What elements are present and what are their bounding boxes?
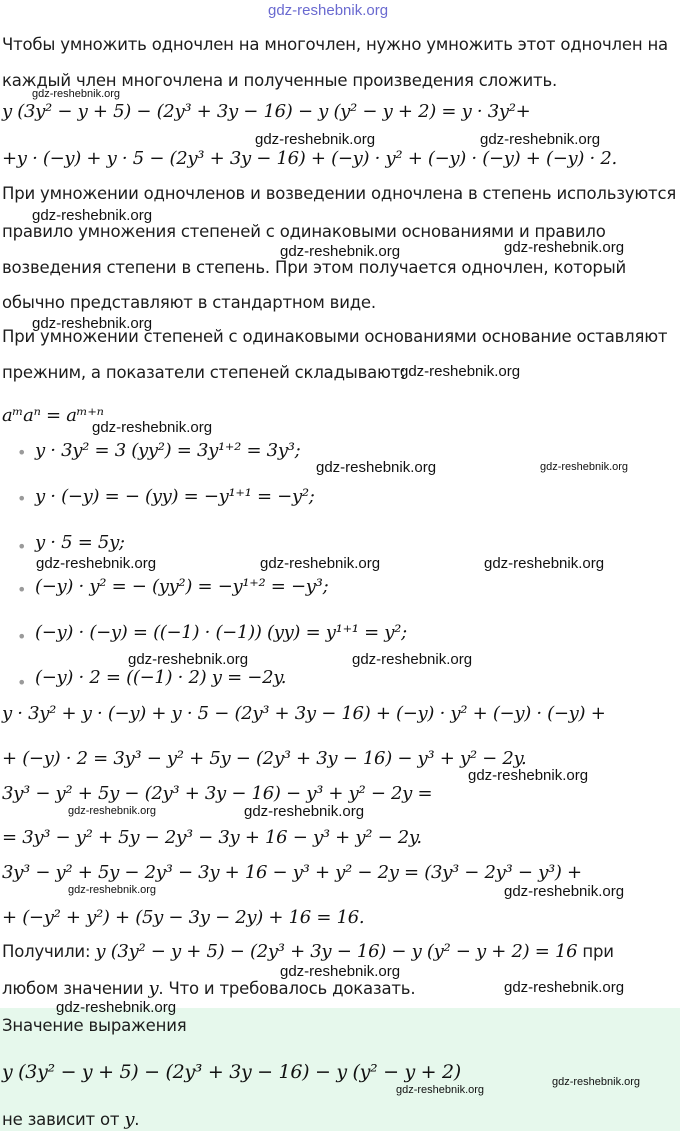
answer-tail-var: y <box>124 1109 135 1130</box>
watermark: gdz-reshebnik.org <box>316 459 437 476</box>
bullet-icon: • <box>17 673 27 692</box>
watermark: gdz-reshebnik.org <box>484 555 605 572</box>
conclusion-text-b: . Что и требовалось доказать. <box>158 979 416 998</box>
watermark: gdz-reshebnik.org <box>255 131 376 148</box>
sum-line-2: + (−y) · 2 = 3y³ − y² + 5y − (2y³ + 3y − 16) − y³ + y² − 2y. <box>2 748 527 769</box>
watermark: gdz-reshebnik.org <box>480 131 601 148</box>
watermark: gdz-reshebnik.org <box>540 461 629 473</box>
step-item: y · 5 = 5y; <box>35 532 125 553</box>
conclusion-var: y <box>148 978 159 999</box>
step-item: (−y) · (−y) = ((−1) · (−1)) (yy) = y¹⁺¹ = y²; <box>35 622 407 643</box>
watermark: gdz-reshebnik.org <box>504 239 625 256</box>
site-header-link[interactable]: gdz-reshebnik.org <box>268 2 389 19</box>
watermark: gdz-reshebnik.org <box>280 963 401 980</box>
watermark: gdz-reshebnik.org <box>32 207 153 224</box>
eq-expand-line-1: y (3y² − y + 5) − (2y³ + 3y − 16) − y (y² − y + 2) = y · 3y²+ <box>2 101 531 122</box>
watermark: gdz-reshebnik.org <box>400 363 521 380</box>
watermark: gdz-reshebnik.org <box>504 979 625 996</box>
answer-tail-dot: . <box>134 1110 140 1129</box>
watermark: gdz-reshebnik.org <box>32 88 121 100</box>
answer-title: Значение выражения <box>2 1016 187 1035</box>
step-item: y · (−y) = − (yy) = −y¹⁺¹ = −y²; <box>35 486 315 507</box>
powers-line-3: возведения степени в степень. При этом получается одночлен, который <box>2 258 627 277</box>
conclusion-suffix: при <box>582 942 614 961</box>
watermark: gdz-reshebnik.org <box>128 651 249 668</box>
conclusion-line-1 <box>2 941 614 962</box>
rule-line-1: Чтобы умножить одночлен на многочлен, нужно умножить этот одночлен на <box>2 35 668 54</box>
watermark: gdz-reshebnik.org <box>468 767 589 784</box>
bullet-icon: • <box>17 443 27 462</box>
conclusion-prefix: Получили: <box>2 942 91 961</box>
bullet-icon: • <box>17 627 27 646</box>
bullet-icon: • <box>17 580 27 599</box>
powers-line-2: правило умножения степеней с одинаковыми основаниями и правило <box>2 222 606 241</box>
step-item: y · 3y² = 3 (yy²) = 3y¹⁺² = 3y³; <box>35 440 301 461</box>
watermark: gdz-reshebnik.org <box>36 555 157 572</box>
same-base-line-1: При умножении степеней с одинаковыми основаниями основание оставляют <box>2 327 668 346</box>
answer-tail-text: не зависит от <box>2 1110 120 1129</box>
watermark: gdz-reshebnik.org <box>32 315 153 332</box>
answer-box <box>0 1008 680 1131</box>
rule-line-2: каждый член многочлена и полученные произведения сложить. <box>2 71 558 90</box>
watermark: gdz-reshebnik.org <box>260 555 381 572</box>
bullet-icon: • <box>17 537 27 556</box>
step-item: (−y) · y² = − (yy²) = −y¹⁺² = −y³; <box>35 576 329 597</box>
answer-tail <box>2 1109 139 1130</box>
watermark: gdz-reshebnik.org <box>280 243 401 260</box>
watermark: gdz-reshebnik.org <box>396 1084 485 1096</box>
step-item: (−y) · 2 = ((−1) · 2) y = −2y. <box>35 667 287 688</box>
open-brackets-line-2: = 3y³ − y² + 5y − 2y³ − 3y + 16 − y³ + y² − 2y. <box>2 827 422 848</box>
watermark: gdz-reshebnik.org <box>244 803 365 820</box>
group-line-1: 3y³ − y² + 5y − 2y³ − 3y + 16 − y³ + y² − 2y = (3y³ − 2y³ − y³) + <box>2 862 582 883</box>
eq-expand-line-2: +y · (−y) + y · 5 − (2y³ + 3y − 16) + (−y) · y² + (−y) · (−y) + (−y) · 2. <box>2 148 617 169</box>
powers-line-4: обычно представляют в стандартном виде. <box>2 293 376 312</box>
conclusion-text-a: любом значении <box>2 979 144 998</box>
answer-expr: y (3y² − y + 5) − (2y³ + 3y − 16) − y (y² − y + 2) <box>2 1061 461 1083</box>
watermark: gdz-reshebnik.org <box>552 1076 641 1088</box>
watermark: gdz-reshebnik.org <box>68 805 157 817</box>
powers-line-1: При умножении одночленов и возведении одночлена в степень используются <box>2 184 677 203</box>
conclusion-line-2 <box>2 978 415 999</box>
watermark: gdz-reshebnik.org <box>92 419 213 436</box>
watermark: gdz-reshebnik.org <box>68 884 157 896</box>
group-line-2: + (−y² + y²) + (5y − 3y − 2y) + 16 = 16. <box>2 907 365 928</box>
sum-line-1: y · 3y² + y · (−y) + y · 5 − (2y³ + 3y − 16) + (−y) · y² + (−y) · (−y) + <box>2 703 606 724</box>
power-formula: aᵐaⁿ = aᵐ⁺ⁿ <box>2 405 104 426</box>
watermark: gdz-reshebnik.org <box>504 883 625 900</box>
watermark: gdz-reshebnik.org <box>352 651 473 668</box>
watermark: gdz-reshebnik.org <box>56 999 177 1016</box>
open-brackets-line-1: 3y³ − y² + 5y − (2y³ + 3y − 16) − y³ + y² − 2y = <box>2 783 433 804</box>
same-base-line-2: прежним, а показатели степеней складывают: <box>2 363 406 382</box>
bullet-icon: • <box>17 489 27 508</box>
conclusion-expr: y (3y² − y + 5) − (2y³ + 3y − 16) − y (y² − y + 2) = 16 <box>95 941 578 962</box>
